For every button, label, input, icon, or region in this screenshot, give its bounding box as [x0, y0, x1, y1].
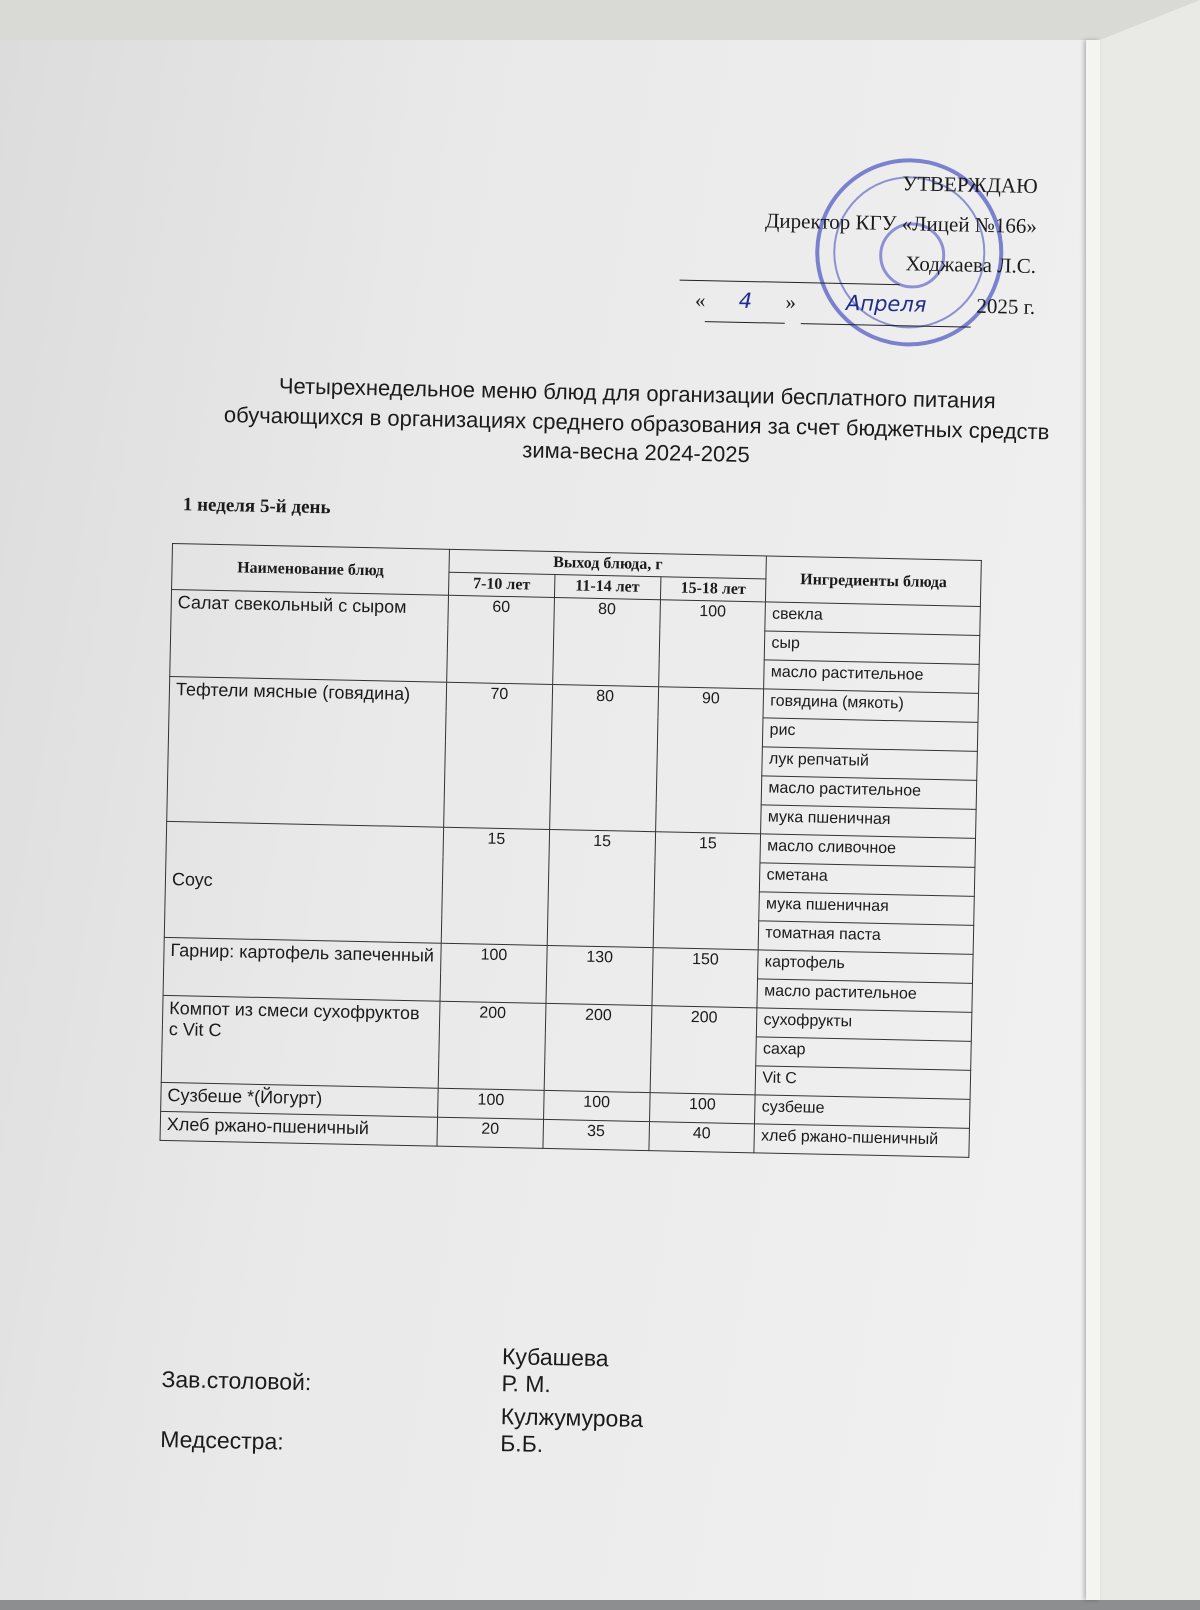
yield-7-10: 70 — [444, 682, 553, 829]
yield-7-10: 200 — [438, 1001, 546, 1090]
ingredient: говядина (мякоть) — [763, 689, 978, 722]
ingredient: масло растительное — [762, 776, 977, 809]
date-day: 4 — [705, 281, 786, 324]
frame-inner-edge — [1086, 40, 1100, 1600]
ingredient: хлеб ржано-пшеничный — [754, 1124, 969, 1157]
yield-15-18: 90 — [655, 687, 764, 834]
ingredient: картофель — [758, 950, 973, 983]
ingredient: сметана — [760, 863, 975, 896]
date-year: 2025 г. — [976, 293, 1036, 319]
ingredient: свекла — [765, 602, 980, 635]
yield-15-18: 40 — [649, 1122, 755, 1153]
dish-name: Гарнир: картофель запеченный — [163, 937, 441, 1001]
date-month: Апреля — [801, 283, 972, 327]
yield-11-14: 130 — [546, 945, 653, 1005]
header-age-15-18: 15-18 лет — [660, 577, 766, 602]
yield-15-18: 150 — [652, 948, 759, 1008]
yield-11-14: 80 — [549, 684, 658, 831]
ingredient: сузбеше — [755, 1095, 970, 1128]
yield-15-18: 100 — [658, 600, 766, 689]
yield-15-18: 15 — [653, 832, 761, 950]
header-yield: Выход блюда, г — [449, 549, 767, 579]
yield-7-10: 15 — [441, 827, 549, 945]
yield-7-10: 100 — [438, 1088, 544, 1119]
yield-15-18: 100 — [649, 1093, 755, 1124]
signature-name: Кубашева Р. М. — [501, 1343, 609, 1398]
ingredient: мука пшеничная — [759, 892, 974, 925]
yield-15-18: 200 — [650, 1006, 758, 1095]
approval-signatory: Ходжаева Л.С. — [905, 251, 1037, 278]
signature-role: Зав.столовой: — [161, 1365, 312, 1396]
dish-name: Салат свекольный с сыром — [170, 589, 449, 682]
dish-name: Соус — [164, 821, 443, 943]
ingredient: сыр — [765, 631, 980, 664]
dish-name: Сузбеше *(Йогурт) — [161, 1082, 439, 1117]
ingredient: рис — [763, 718, 978, 751]
dish-name: Тефтели мясные (говядина) — [167, 676, 447, 827]
yield-7-10: 20 — [437, 1117, 543, 1148]
ingredient: масло сливочное — [760, 834, 975, 867]
yield-11-14: 80 — [552, 598, 660, 687]
approval-position: Директор КГУ «Лицей №166» — [764, 208, 1038, 238]
header-ingredients: Ингредиенты блюда — [766, 556, 982, 606]
ingredient: томатная паста — [759, 921, 974, 954]
yield-11-14: 15 — [547, 829, 655, 947]
header-age-11-14: 11-14 лет — [554, 575, 660, 600]
dish-name: Хлеб ржано-пшеничный — [160, 1111, 438, 1146]
ingredient: мука пшеничная — [761, 805, 976, 838]
signature-role: Медсестра: — [159, 1425, 284, 1455]
date-close-quote: » — [785, 289, 797, 314]
ingredient: лук репчатый — [762, 747, 977, 780]
yield-11-14: 200 — [544, 1003, 652, 1092]
document-title: Четырехнедельное меню блюд для организации бесплатного питания обучающихся в организациях среднего образования за счет бюджетных средств зима-весна 2024-2025 — [223, 373, 1050, 468]
header-dish: Наименование блюд — [172, 544, 450, 596]
date-open-quote: « — [694, 287, 706, 312]
dish-name: Компот из смеси сухофруктов с Vit C — [161, 995, 440, 1088]
yield-11-14: 35 — [543, 1119, 649, 1150]
yield-7-10: 100 — [440, 943, 547, 1003]
ingredient: масло растительное — [764, 660, 979, 693]
week-day-label: 1 неделя 5-й день — [182, 494, 331, 519]
approval-heading: УТВЕРЖДАЮ — [902, 171, 1038, 199]
signature-name: Кулжумурова Б.Б. — [499, 1403, 644, 1457]
yield-7-10: 60 — [447, 595, 555, 684]
header-age-7-10: 7-10 лет — [449, 572, 555, 597]
ingredient: масло растительное — [757, 979, 972, 1012]
ingredient: Vit C — [755, 1066, 970, 1099]
ingredient: сахар — [756, 1037, 971, 1070]
ingredient: сухофрукты — [757, 1008, 972, 1041]
yield-11-14: 100 — [543, 1090, 649, 1121]
